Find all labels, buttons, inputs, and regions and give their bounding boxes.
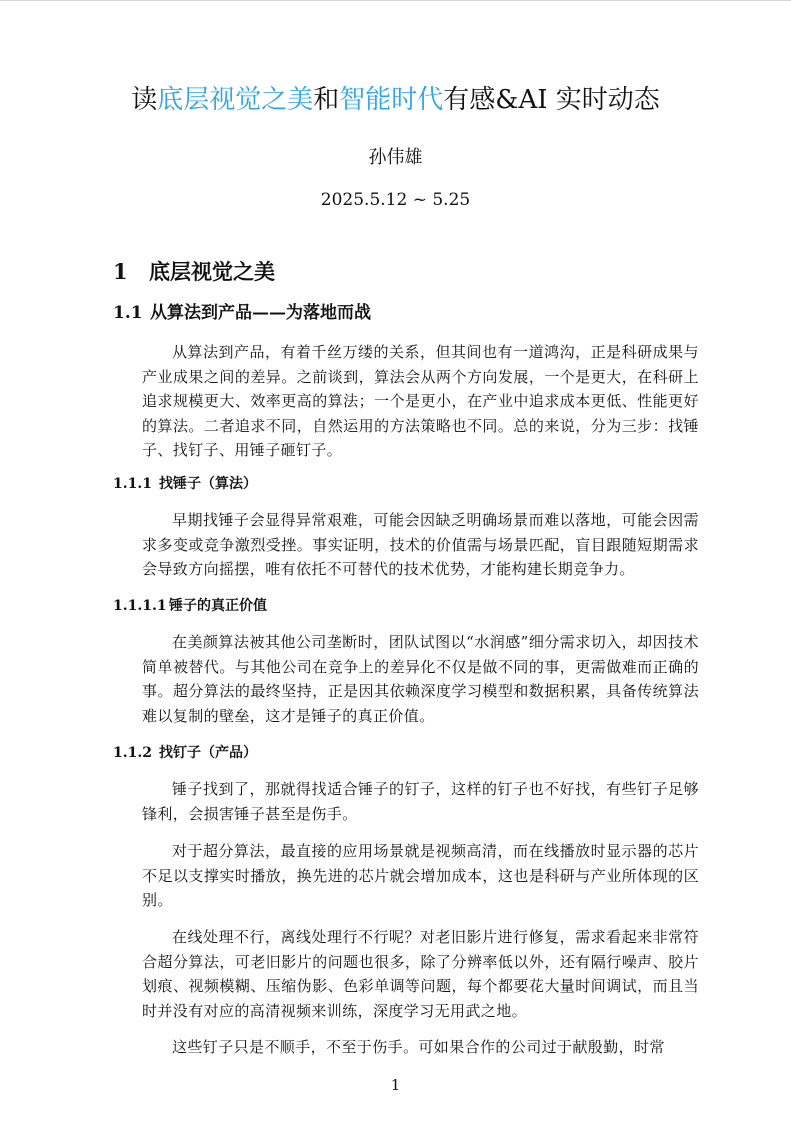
- document-title: [0, 80, 791, 120]
- subsubsection-heading-1-1-1: [113, 472, 257, 496]
- title-prefix: 读: [131, 85, 158, 115]
- paragraph-nail-1: 锤子找到了，那就得找适合锤子的钉子，这样的钉子也不好找，有些钉子足够锋利，会损害锤子甚至是伤手。: [142, 780, 699, 823]
- paragraph-intro: 从算法到产品，有着千丝万缕的关系，但其间也有一道鸿沟，正是科研成果与产业成果之间的差异。之前谈到，算法会从两个方向发展，一个是更大，在科研上追求规模更大、效率更高的算法；一个是更小，在产业中追求成本更低、性能更好的算法。二者追求不同，自然运用的方法策略也不同。总的来说，分为三步：找锤子、找钉子、用锤子砸钉子。: [142, 343, 699, 459]
- heading-number: 1.1.1: [113, 476, 152, 492]
- author: 孙伟雄: [368, 147, 423, 168]
- subsection-title: 从算法到产品——为落地而战: [150, 303, 371, 323]
- date-range: 2025.5.12 ~ 5.25: [320, 190, 471, 210]
- paragraph-nail-3: 在线处理不行，离线处理行不行呢？对老旧影片进行修复，需求看起来非常符合超分算法，可老旧影片的问题也很多，除了分辨率低以外，还有隔行噪声、胶片划痕、视频模糊、压缩伪影、色彩单调等问题，每个都要花大量时间调试，而且当时并没有对应的高清视频来训练，深度学习无用武之地。: [142, 928, 699, 1020]
- heading-title: 锤子的真正价值: [169, 598, 267, 614]
- subsection-heading-1-1: [113, 299, 371, 327]
- paragraph-nail-2: 对于超分算法，最直接的应用场景就是视频高清，而在线播放时显示器的芯片不足以支撑实时播放，换先进的芯片就会增加成本，这也是科研与产业所体现的区别。: [142, 842, 699, 909]
- heading-number: 1.1.1.1: [113, 598, 167, 614]
- section-title: 底层视觉之美: [149, 259, 275, 284]
- title-book1-link[interactable]: 底层视觉之美: [157, 85, 314, 115]
- section-number: 1: [113, 259, 128, 284]
- title-and: 和: [313, 85, 340, 115]
- title-suffix: 有感&AI 实时动态: [443, 85, 660, 115]
- paragraph-hammer: 早期找锤子会显得异常艰难，可能会因缺乏明确场景而难以落地，可能会因需求多变或竞争激烈受挫。事实证明，技术的价值需与场景匹配，盲目跟随短期需求会导致方向摇摆，唯有依托不可替代的技术优势，才能构建长期竞争力。: [142, 511, 699, 578]
- subsection-number: 1.1: [113, 303, 143, 323]
- heading-title: 找钉子（产品）: [159, 745, 257, 761]
- section-heading-1: [113, 256, 275, 288]
- paragraph-nail-4: 这些钉子只是不顺手，不至于伤手。可如果合作的公司过于献殷勤，时常: [172, 1038, 665, 1056]
- heading-number: 1.1.2: [113, 745, 152, 761]
- heading-title: 找锤子（算法）: [159, 476, 257, 492]
- paragraph-hammer-value: 在美颜算法被其他公司垄断时，团队试图以“水润感”细分需求切入，却因技术简单被替代。与其他公司在竞争上的差异化不仅是做不同的事，更需做难而正确的事。超分算法的最终坚持，正是因其依赖深度学习模型和数据积累，具备传统算法难以复制的壁垒，这才是锤子的真正价值。: [142, 633, 699, 725]
- paragraph-heading-1-1-1-1: [113, 594, 267, 618]
- subsubsection-heading-1-1-2: [113, 741, 257, 765]
- title-book2-link[interactable]: 智能时代: [339, 85, 444, 115]
- page-number: 1: [390, 1076, 401, 1094]
